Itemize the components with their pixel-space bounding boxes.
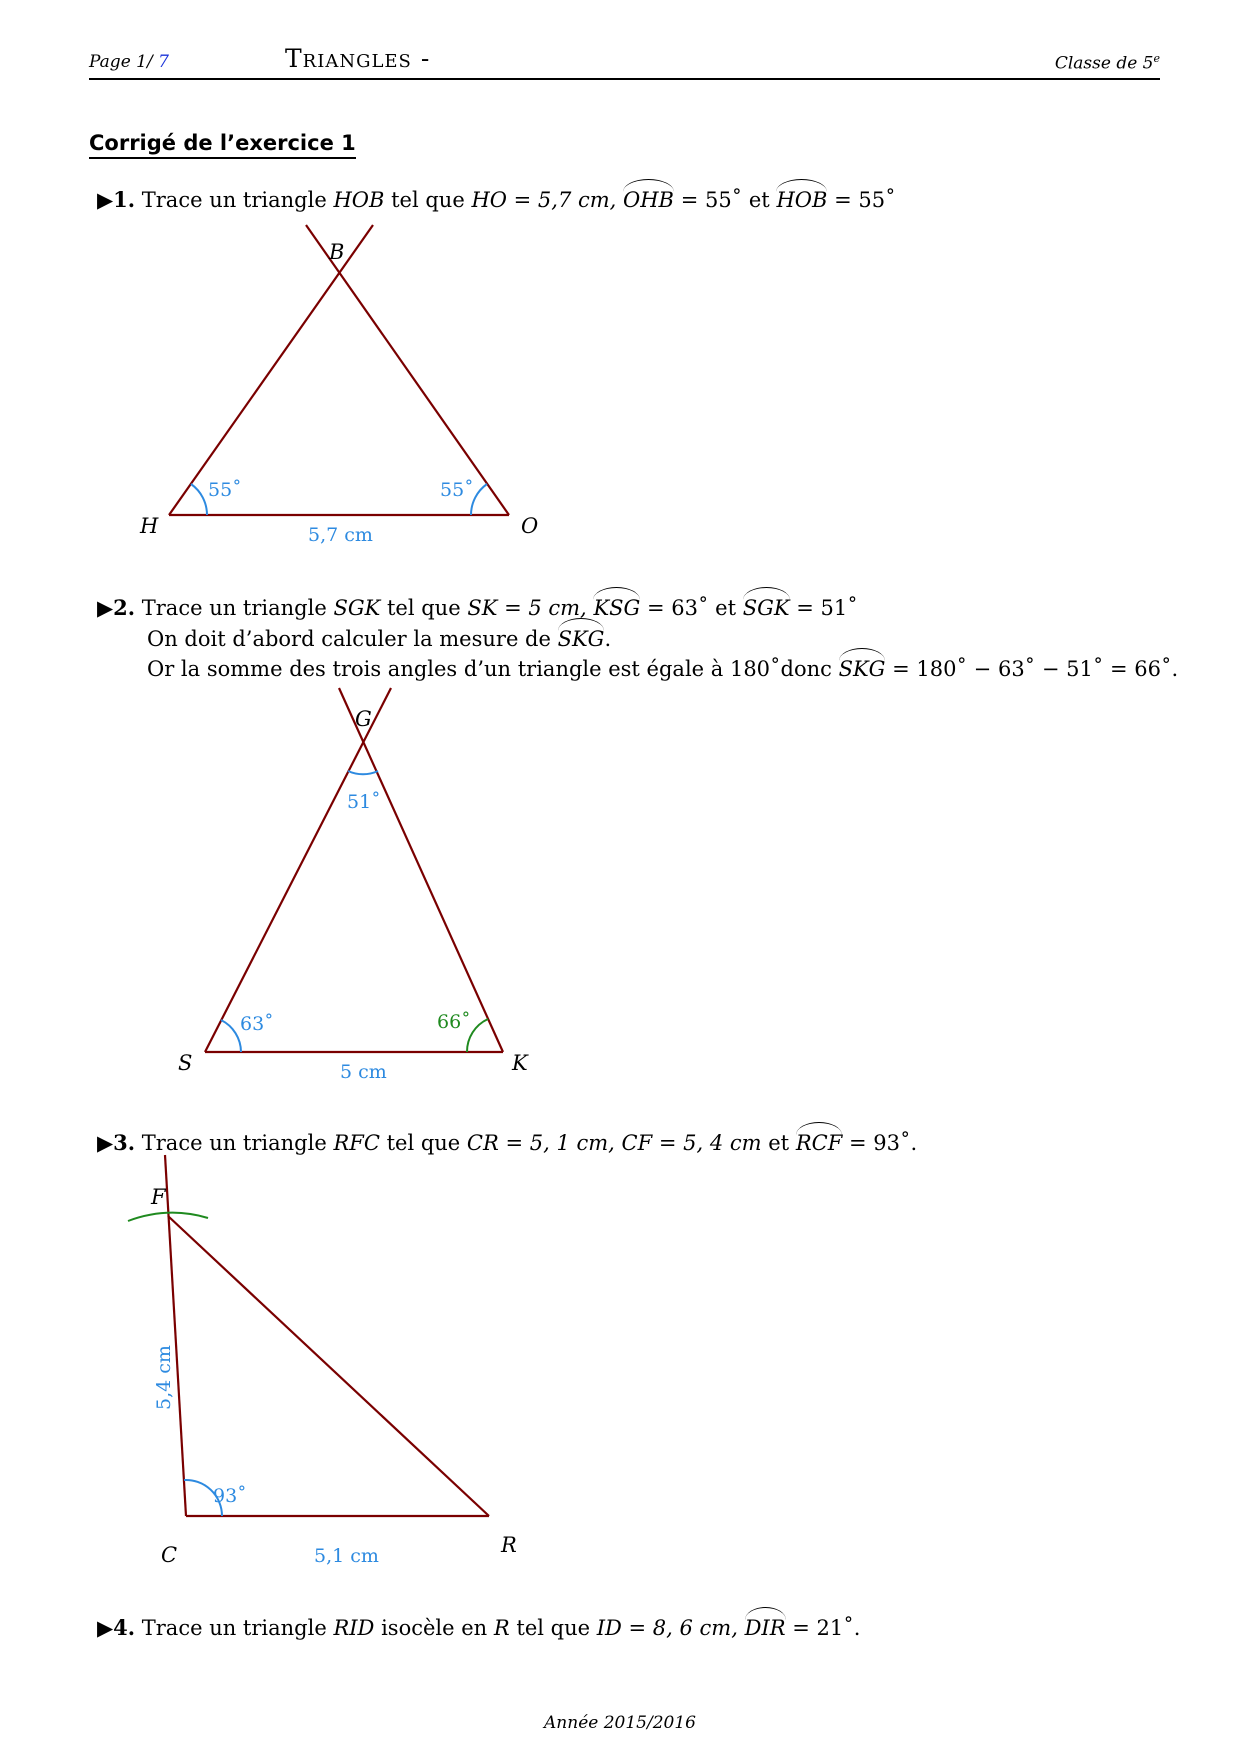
section-title: Corrigé de l’exercice 1 — [89, 131, 356, 159]
side-label-cr: 5,1 cm — [314, 1545, 379, 1567]
vertex-label-f: F — [151, 1185, 166, 1209]
segment-fr — [168, 1216, 489, 1516]
vertex-label-h: H — [140, 514, 159, 538]
vertex-label-b: B — [329, 240, 345, 264]
footer-year: Année 2015/2016 — [544, 1713, 696, 1733]
angle-label-g: 51˚ — [347, 791, 381, 813]
line-ob — [306, 225, 509, 515]
vertex-label-r: R — [501, 1533, 517, 1557]
line-hb — [169, 225, 373, 515]
side-label-ho: 5,7 cm — [308, 524, 373, 546]
angle-label-c: 93˚ — [213, 1485, 247, 1507]
arc-angle-h — [191, 484, 207, 515]
line-kg — [339, 688, 503, 1052]
vertex-label-g: G — [355, 707, 372, 731]
vertex-label-o: O — [521, 514, 539, 538]
figure-1-triangle-hob — [169, 225, 509, 515]
class-label: Classe de 5e — [1054, 52, 1160, 74]
angle-label-o: 55˚ — [440, 479, 474, 501]
exercise-2-line-3: Or la somme des trois angles d’un triangle est égale à 180˚donc SKG = 180˚ − 63˚ − 51˚ = 66˚. — [147, 653, 1178, 681]
vertex-label-s: S — [178, 1051, 193, 1075]
exercise-2-line-2: On doit d’abord calculer la mesure de SKG. — [147, 623, 611, 651]
angle-label-k: 66˚ — [437, 1011, 471, 1033]
exercise-1-statement: ▶1. Trace un triangle HOB tel que HO = 5,7 cm, OHB = 55˚ et HOB = 55˚ — [97, 184, 896, 212]
exercise-4-statement: ▶4. Trace un triangle RID isocèle en R tel que ID = 8, 6 cm, DIR = 21˚. — [97, 1612, 860, 1640]
vertex-label-c: C — [161, 1543, 178, 1567]
exercise-3-statement: ▶3. Trace un triangle RFC tel que CR = 5, 1 cm, CF = 5, 4 cm et RCF = 93˚. — [97, 1127, 917, 1155]
exercise-2-statement: ▶2. Trace un triangle SGK tel que SK = 5 cm, KSG = 63˚ et SGK = 51˚ — [97, 592, 858, 620]
angle-label-s: 63˚ — [240, 1013, 274, 1035]
document-title: Triangles - — [285, 44, 431, 73]
vertex-label-k: K — [512, 1051, 528, 1075]
page-indicator: Page 1/ 7 — [89, 52, 169, 72]
angle-label-h: 55˚ — [208, 479, 242, 501]
arc-angle-g — [348, 771, 378, 774]
side-label-sk: 5 cm — [340, 1061, 387, 1083]
arc-angle-s — [221, 1020, 241, 1052]
figure-2-triangle-sgk — [205, 688, 503, 1052]
line-cf — [165, 1155, 186, 1516]
page-total-link[interactable]: 7 — [158, 52, 169, 72]
side-label-cf: 5,4 cm — [153, 1345, 175, 1410]
figure-3-triangle-rfc — [165, 1155, 489, 1516]
